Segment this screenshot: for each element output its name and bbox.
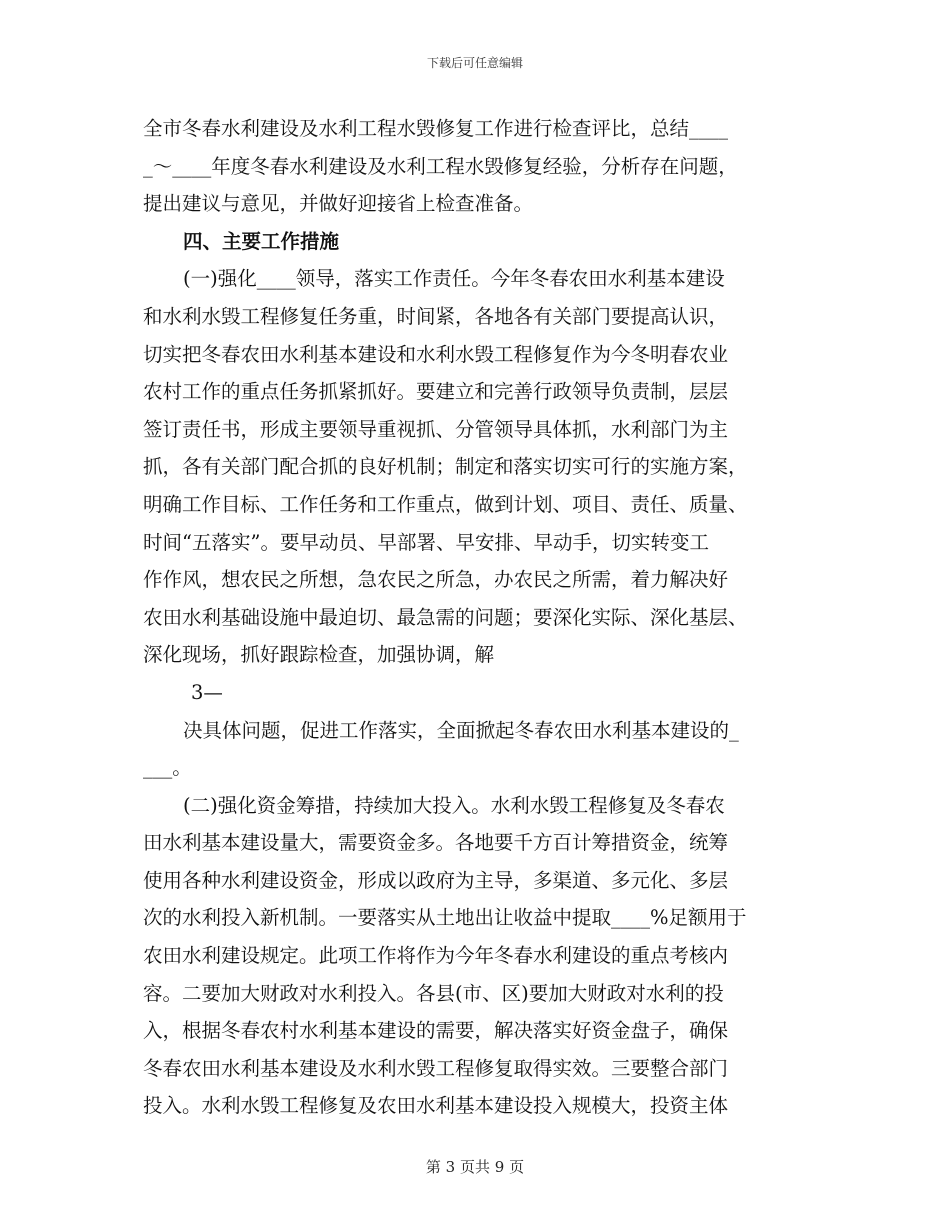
text-line: 提出建议与意见，并做好迎接省上检查准备。 bbox=[143, 192, 534, 216]
text-line: 和水利水毁工程修复任务重，时间紧，各地各有关部门要提高认识， bbox=[143, 304, 729, 328]
text-line: 农田水利基础设施中最迫切、最急需的问题；要深化实际、深化基层、 bbox=[143, 605, 748, 629]
text-line: 农村工作的重点任务抓紧抓好。要建立和完善行政领导负责制，层层 bbox=[143, 380, 729, 404]
page-footer: 第 3 页共 9 页 bbox=[425, 1158, 525, 1176]
text-line: 入，根据冬春农村水利基本建设的需要，解决落实好资金盘子，确保 bbox=[143, 1019, 729, 1043]
text-line: 冬春农田水利基本建设及水利水毁工程修复取得实效。三要整合部门 bbox=[143, 1056, 729, 1080]
text-line: 签订责任书，形成主要领导重视抓、分管领导具体抓，水利部门为主 bbox=[143, 417, 729, 441]
text-line: 田水利基本建设量大，需要资金多。各地要千方百计筹措资金，统筹 bbox=[143, 831, 729, 855]
text-line: 次的水利投入新机制。一要落实从土地出让收益中提取____%足额用于 bbox=[143, 906, 747, 930]
document-body bbox=[143, 110, 813, 1125]
text-line: 明确工作目标、工作任务和工作重点，做到计划、项目、责任、质量、 bbox=[143, 492, 748, 516]
text-line: _～____年度冬春水利建设及水利工程水毁修复经验，分析存在问题， bbox=[143, 154, 738, 178]
section-heading: 四、主要工作措施 bbox=[183, 229, 340, 253]
text-line: 全市冬春水利建设及水利工程水毁修复工作进行检查评比，总结____ bbox=[143, 117, 729, 140]
page-number-mark: 3— bbox=[191, 680, 223, 704]
text-line: 切实把冬春农田水利基本建设和水利水毁工程修复作为今冬明春农业 bbox=[143, 342, 729, 366]
text-line: (一)强化____领导，落实工作责任。今年冬春农田水利基本建设 bbox=[183, 267, 725, 291]
text-line: 作作风，想农民之所想，急农民之所急，办农民之所需，着力解决好 bbox=[143, 568, 729, 592]
text-line: ___。 bbox=[143, 756, 192, 780]
text-line: (二)强化资金筹措，持续加大投入。水利水毁工程修复及冬春农 bbox=[183, 793, 725, 817]
text-line: 抓，各有关部门配合抓的良好机制；制定和落实切实可行的实施方案， bbox=[143, 455, 748, 479]
page-header: 下载后可任意编辑 bbox=[426, 56, 523, 70]
text-line: 深化现场，抓好跟踪检查，加强协调，解 bbox=[143, 643, 495, 667]
text-line: 农田水利建设规定。此项工作将作为今年冬春水利建设的重点考核内 bbox=[143, 944, 729, 968]
text-line: 投入。水利水毁工程修复及农田水利基本建设投入规模大，投资主体 bbox=[143, 1094, 729, 1118]
text-line: 决具体问题，促进工作落实，全面掀起冬春农田水利基本建设的_ bbox=[183, 718, 739, 742]
text-line: 容。二要加大财政对水利投入。各县(市、区)要加大财政对水利的投 bbox=[143, 981, 724, 1005]
text-line: 时间“五落实”。要早动员、早部署、早安排、早动手，切实转变工 bbox=[143, 530, 709, 554]
text-line: 使用各种水利建设资金，形成以政府为主导，多渠道、多元化、多层 bbox=[143, 868, 729, 892]
